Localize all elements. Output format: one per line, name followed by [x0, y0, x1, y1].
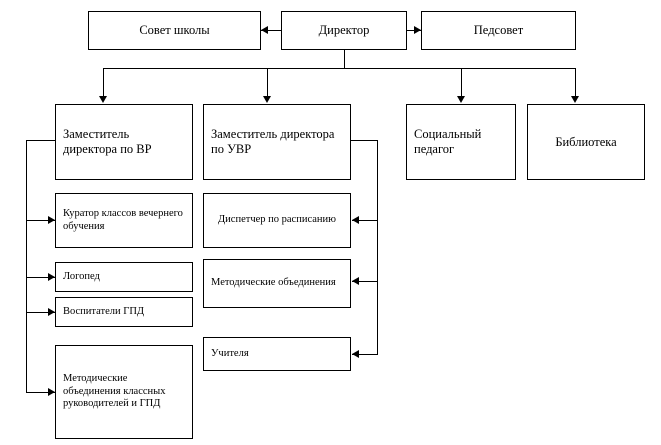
arrowhead-gpd-educators [48, 308, 55, 316]
connector-bus [103, 68, 575, 69]
node-dispatcher-label: Диспетчер по расписанию [218, 214, 336, 226]
node-curator[interactable] [55, 193, 193, 248]
connector-spine-uvr-top [351, 140, 378, 141]
connector-drop-deputy-vr [103, 68, 104, 98]
node-logoped[interactable] [55, 262, 193, 292]
arrowhead-social-teacher [457, 96, 465, 103]
arrowhead-teachers-council [414, 26, 421, 34]
node-library-label: Библиотека [555, 134, 617, 149]
node-director[interactable] [281, 11, 407, 50]
node-logoped-label: Логопед [63, 270, 100, 282]
arrowhead-dispatcher [352, 216, 359, 224]
arrowhead-method-assoc [352, 277, 359, 285]
node-method-assoc-label: Методические объединения [211, 277, 336, 289]
node-school-council[interactable] [88, 11, 261, 50]
node-dispatcher[interactable] [203, 193, 351, 248]
connector-drop-library [575, 68, 576, 98]
node-teachers-council-label: Педсовет [473, 23, 524, 38]
node-teachers[interactable] [203, 337, 351, 371]
node-school-council-label: Совет школы [139, 23, 210, 38]
node-teachers-council[interactable] [421, 11, 576, 50]
arrowhead-deputy-vr [99, 96, 107, 103]
node-curator-label: Куратор классов вечернего обучения [63, 208, 183, 232]
node-director-label: Директор [318, 23, 370, 38]
connector-spine-vr-top [26, 140, 55, 141]
connector-drop-deputy-uvr [267, 68, 268, 98]
arrowhead-curator [48, 216, 55, 224]
arrowhead-teachers [352, 350, 359, 358]
connector-spine-uvr [377, 140, 378, 354]
node-social-teacher[interactable] [406, 104, 516, 180]
node-deputy-uvr[interactable] [203, 104, 351, 180]
connector-director-stem [344, 50, 345, 68]
arrowhead-deputy-uvr [263, 96, 271, 103]
node-method-class-label: Методические объединения классных руководителей и ГПД [63, 373, 166, 410]
node-social-teacher-label: Социальный педагог [414, 127, 482, 156]
arrowhead-school-council [261, 26, 268, 34]
node-teachers-label: Учителя [211, 347, 249, 359]
node-gpd-educators[interactable] [55, 297, 193, 327]
node-method-assoc[interactable] [203, 259, 351, 308]
node-deputy-vr[interactable] [55, 104, 193, 180]
arrowhead-method-class [48, 388, 55, 396]
connector-drop-social-teacher [461, 68, 462, 98]
node-library[interactable] [527, 104, 645, 180]
node-deputy-uvr-label: Заместитель директора по УВР [211, 127, 335, 156]
arrowhead-logoped [48, 273, 55, 281]
node-method-class[interactable] [55, 345, 193, 439]
arrowhead-library [571, 96, 579, 103]
connector-spine-vr [26, 140, 27, 392]
node-deputy-vr-label: Заместитель директора по ВР [63, 127, 152, 156]
node-gpd-educators-label: Воспитатели ГПД [63, 305, 145, 317]
